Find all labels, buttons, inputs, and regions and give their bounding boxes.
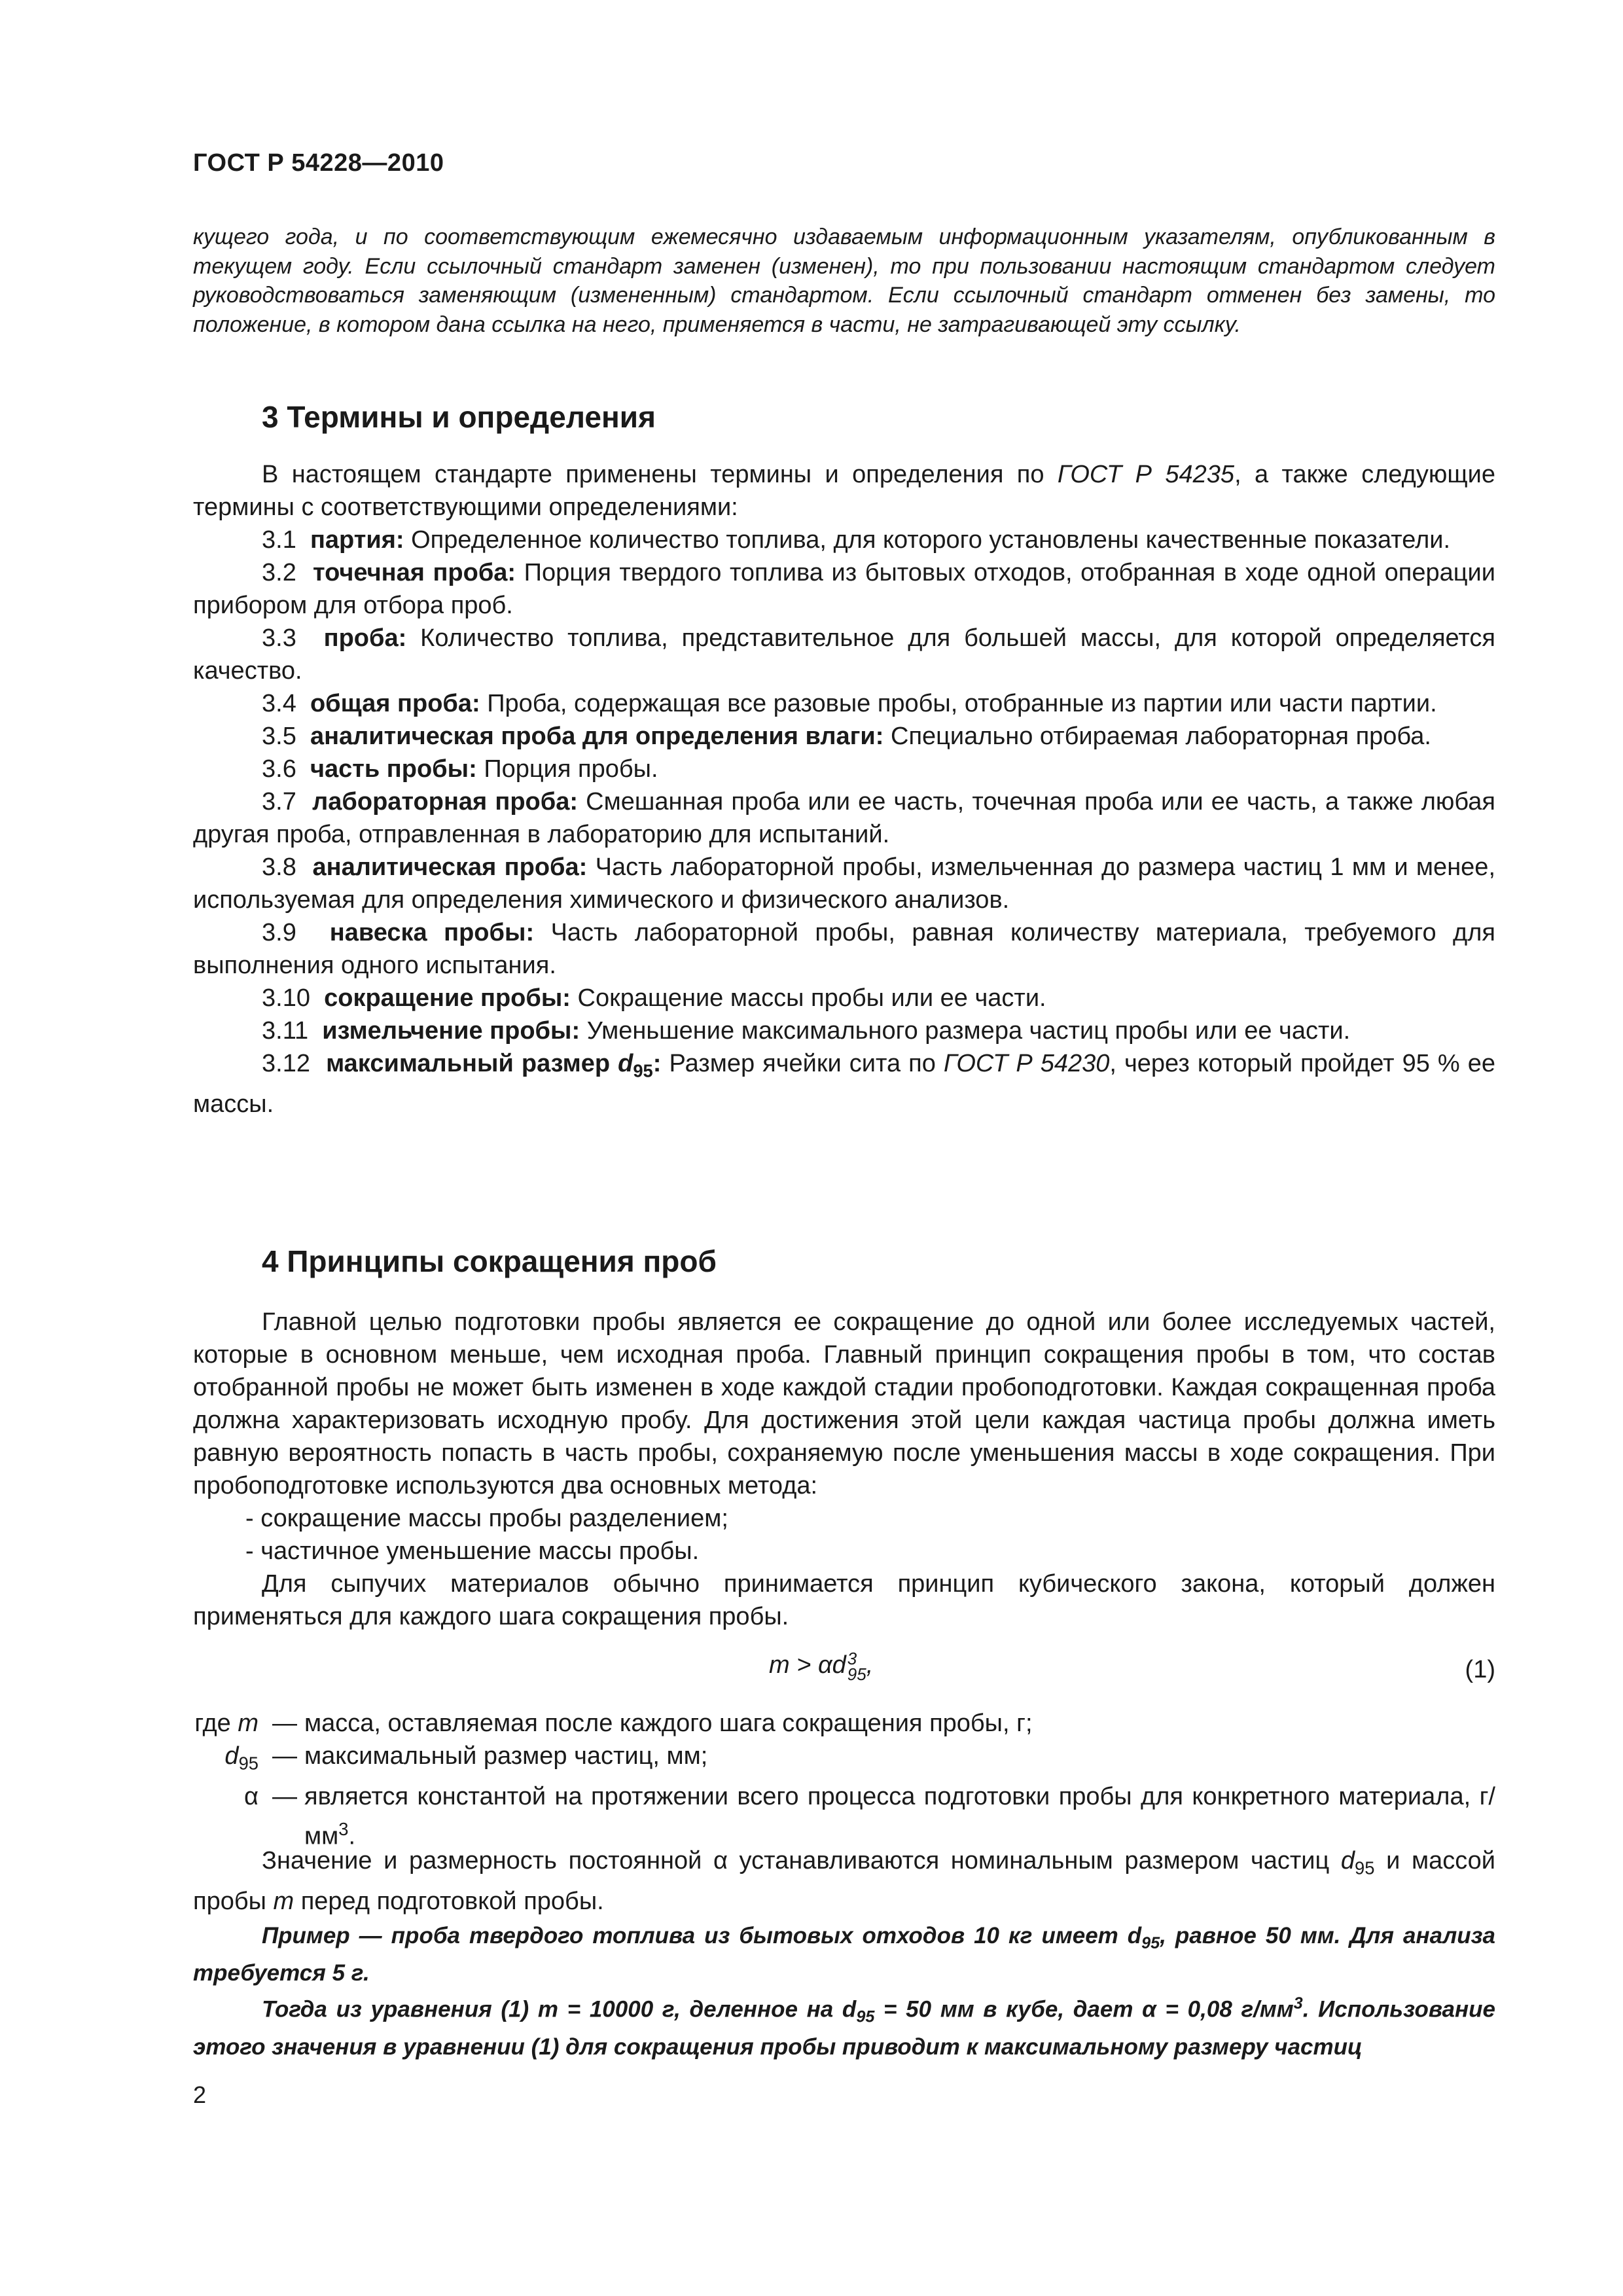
formula-number: (1) (1465, 1656, 1495, 1683)
section-3-heading: 3 Термины и определения (262, 400, 656, 434)
variable-definitions (193, 1707, 1495, 1852)
constant-paragraph: Значение и размерность постоянной α устанавливаются номинальным размером частиц $d_{95}$ и массой пробы m перед подготовкой пробы. (193, 1847, 1496, 1915)
formula-1 (193, 1651, 1495, 1696)
term-item: 3.4 общая проба: Проба, содержащая все разовые пробы, отобранные из партии или части партии. (262, 690, 1437, 717)
section-4-body (193, 1306, 1495, 1633)
term-item: 3.6 часть пробы: Порция пробы. (262, 755, 658, 783)
variable-row: $d_{95}$ — максимальный размер частиц, мм; (224, 1742, 708, 1774)
term-item: 3.7 лабораторная проба: Смешанная проба или ее часть, точечная проба или ее часть, а также любая другая проба, отправленная в лабораторию для испытаний. (193, 788, 1495, 848)
term-item: 3.12 максимальный размер $d_{95}$: Размер ячейки сита по ГОСТ Р 54230, через который пройдет 95 % ее массы. (193, 1050, 1495, 1118)
term-item: 3.3 проба: Количество топлива, представительное для большей массы, для которой определяется качество. (193, 624, 1495, 685)
term-item: 3.10 сокращение пробы: Сокращение массы пробы или ее части. (262, 984, 1046, 1012)
page-number: 2 (193, 2081, 207, 2108)
term-item: 3.11 измельчение пробы: Уменьшение максимального размера частиц пробы или ее части. (262, 1017, 1351, 1045)
term-item: 3.2 точечная проба: Порция твердого топлива из бытовых отходов, отобранная в ходе одной операции прибором для отбора проб. (193, 559, 1495, 619)
reference-link: ГОСТ Р 54235 (1057, 461, 1235, 488)
document-header: ГОСТ Р 54228—2010 (193, 149, 444, 177)
example-paragraph: Пример — проба твердого топлива из бытовых отходов 10 кг имеет $d_{95}$, равное 50 мм. Для анализа требуется 5 г. (193, 1923, 1495, 1986)
method-item: - сокращение массы пробы разделением; (245, 1505, 728, 1532)
variable-row: α — является константой на протяжении всего процесса подготовки пробы для конкретного материала, $г/мм^3$. (244, 1782, 1495, 1850)
section-3-body (193, 458, 1495, 1121)
section-4-paragraph: Для сыпучих материалов обычно принимается принцип кубического закона, который должен применяться для каждого шага сокращения пробы. (193, 1570, 1495, 1630)
formula-expression: m > αd 3 95 , (769, 1649, 874, 1684)
method-item: - частичное уменьшение массы пробы. (245, 1537, 700, 1565)
section-4-paragraph: Главной целью подготовки пробы является ее сокращение до одной или более исследуемых частей, которые в основном меньше, чем исходная проба. Главный принцип сокращения пробы в том, что состав отобранной пробы не может быть изменен в ходе каждой стадии пробоподготовки. Каждая сокращенная проба должна характеризовать исходную пробу. Для достижения этой цели каждая частица пробы должна иметь равную вероятность попасть в часть пробы, сохраняемую после уменьшения массы в ходе сокращения. При пробоподготовке используются два основных метода: (193, 1308, 1495, 1499)
term-item: 3.5 аналитическая проба для определения влаги: Специально отбираемая лабораторная проба. (262, 723, 1431, 750)
section-3-lead: В настоящем стандарте применены термины и определения по ГОСТ Р 54235, а также следующие термины с соответствующими определениями: (193, 461, 1495, 521)
term-item: 3.1 партия: Определенное количество топлива, для которого установлены качественные показатели. (262, 526, 1451, 554)
example-block (193, 1921, 1495, 2062)
intro-paragraph (193, 223, 1495, 339)
term-item: 3.8 аналитическая проба: Часть лабораторной пробы, измельченная до размера частиц 1 мм и менее, используемая для определения химического и физического анализов. (193, 853, 1496, 914)
example-paragraph: Тогда из уравнения (1) m = 10000 г, деленное на $d_{95} = 50$ мм в кубе, дает α = 0,08 $г/мм^3$. Использование этого значения в уравнении (1) для сокращения пробы приводит к максимальному размеру частиц (193, 1994, 1495, 2060)
section-4-heading: 4 Принципы сокращения проб (262, 1244, 717, 1278)
term-item: 3.9 навеска пробы: Часть лабораторной пробы, равная количеству материала, требуемого для выполнения одного испытания. (193, 919, 1495, 979)
intro-text: кущего года, и по соответствующим ежемесячно издаваемым информационным указателям, опубликованным в текущем году. Если ссылочный стандарт заменен (изменен), то при пользовании настоящим стандартом следует руководствоваться заменяющим (измененным) стандартом. Если ссылочный стандарт отменен без замены, то положение, в котором дана ссылка на него, применяется в части, не затрагивающей эту ссылку. (193, 224, 1495, 337)
methods-list (193, 1502, 1495, 1568)
terms-list (193, 524, 1495, 1047)
variable-row: где m — масса, оставляемая после каждого шага сокращения пробы, г; (194, 1710, 1033, 1737)
